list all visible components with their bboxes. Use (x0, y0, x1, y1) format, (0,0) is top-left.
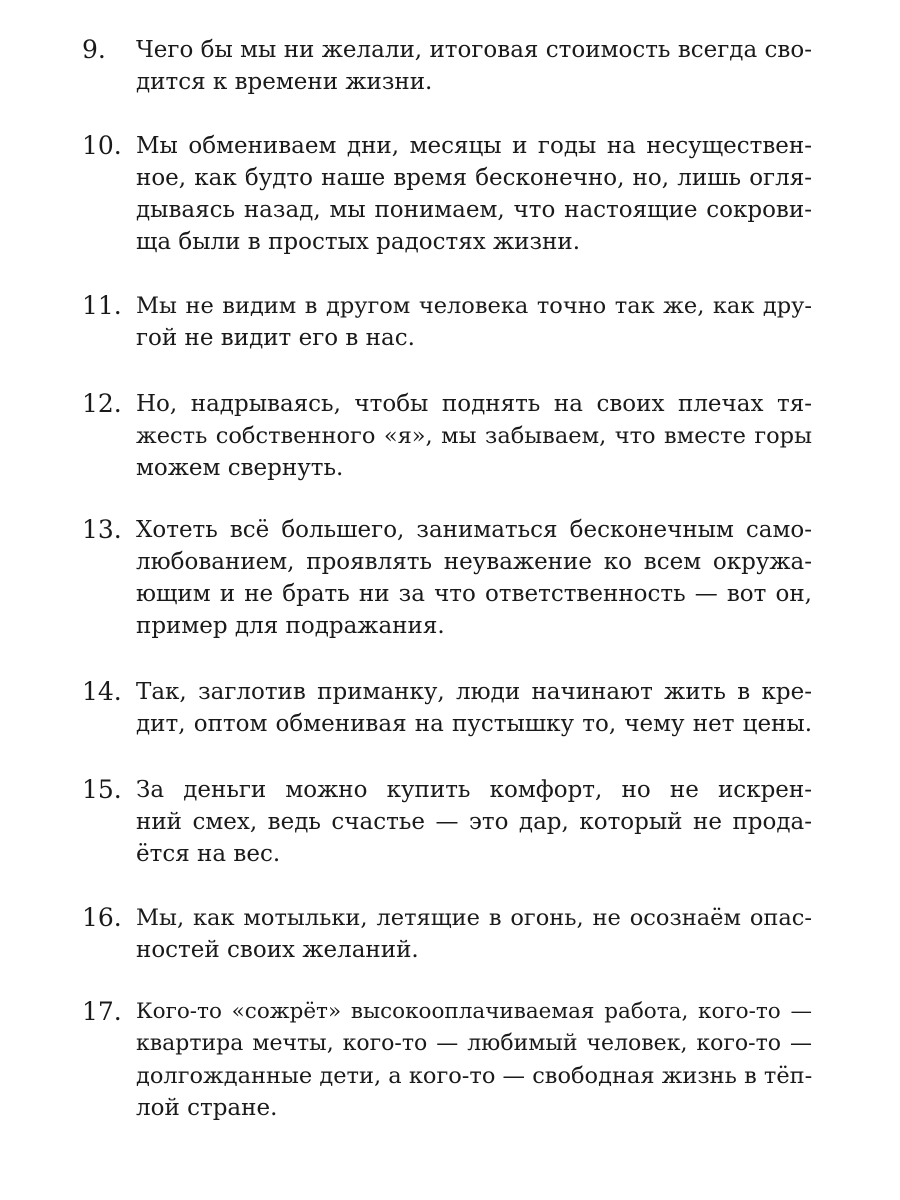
item-number: 16. (82, 903, 122, 932)
item-number: 12. (82, 389, 122, 418)
text-line: любованием, проявлять неуважение ко всем окружа- (136, 549, 812, 575)
text-line: Мы, как мотыльки, летящие в огонь, не осознаём опас- (136, 905, 812, 931)
text-line: ща были в простых радостях жизни. (136, 229, 581, 255)
text-line: ющим и не брать ни за что ответственность — вот он, (136, 581, 812, 607)
item-text (136, 130, 812, 258)
text-line: Чего бы мы ни желали, итоговая стоимость всегда сво- (136, 37, 812, 63)
text-line: ностей своих желаний. (136, 937, 419, 963)
text-line: дится к времени жизни. (136, 69, 433, 95)
text-line: дит, оптом обменивая на пустышку то, чему нет цены. (136, 711, 812, 737)
item-text (136, 34, 812, 98)
text-line: можем свернуть. (136, 455, 344, 481)
text-line: Так, заглотив приманку, люди начинают жить в кре- (136, 679, 812, 705)
item-text (136, 290, 812, 354)
text-line: Кого-то «сожрёт» высокооплачиваемая работа, кого-то — (136, 999, 812, 1024)
item-number: 10. (82, 131, 122, 160)
text-line: За деньги можно купить комфорт, но не искрен- (136, 777, 812, 803)
item-number: 14. (82, 677, 122, 706)
text-line: Мы не видим в другом человека точно так же, как дру- (136, 293, 812, 319)
text-line: жесть собственного «я», мы забываем, что вместе горы (136, 423, 812, 449)
text-line: ное, как будто наше время бесконечно, но, лишь огля- (136, 165, 812, 191)
text-line: квартира мечты, кого-то — любимый человек, кого-то — (136, 1031, 812, 1056)
item-text (136, 676, 812, 740)
item-text (136, 514, 812, 642)
item-text (136, 902, 812, 966)
text-line: пример для подражания. (136, 613, 445, 639)
text-line: дываясь назад, мы понимаем, что настоящие сокрови- (136, 197, 812, 223)
item-number: 11. (82, 291, 122, 320)
text-line: лой стране. (136, 1095, 278, 1121)
text-line: ний смех, ведь счастье — это дар, который не прода- (136, 809, 812, 835)
text-line: долгожданные дети, а кого-то — свободная жизнь в тёп- (136, 1063, 813, 1089)
item-text (136, 388, 812, 484)
item-number: 15. (82, 775, 122, 804)
item-number: 9. (82, 35, 106, 64)
item-number: 13. (82, 515, 122, 544)
item-text (136, 774, 812, 870)
item-text (136, 996, 812, 1124)
text-line: Хотеть всё большего, заниматься бесконечным само- (136, 517, 812, 543)
item-number: 17. (82, 997, 122, 1026)
text-line: Но, надрываясь, чтобы поднять на своих плечах тя- (136, 391, 812, 417)
text-line: гой не видит его в нас. (136, 325, 415, 351)
text-line: ётся на вес. (136, 841, 281, 867)
text-line: Мы обмениваем дни, месяцы и годы на несуществен- (136, 133, 812, 159)
